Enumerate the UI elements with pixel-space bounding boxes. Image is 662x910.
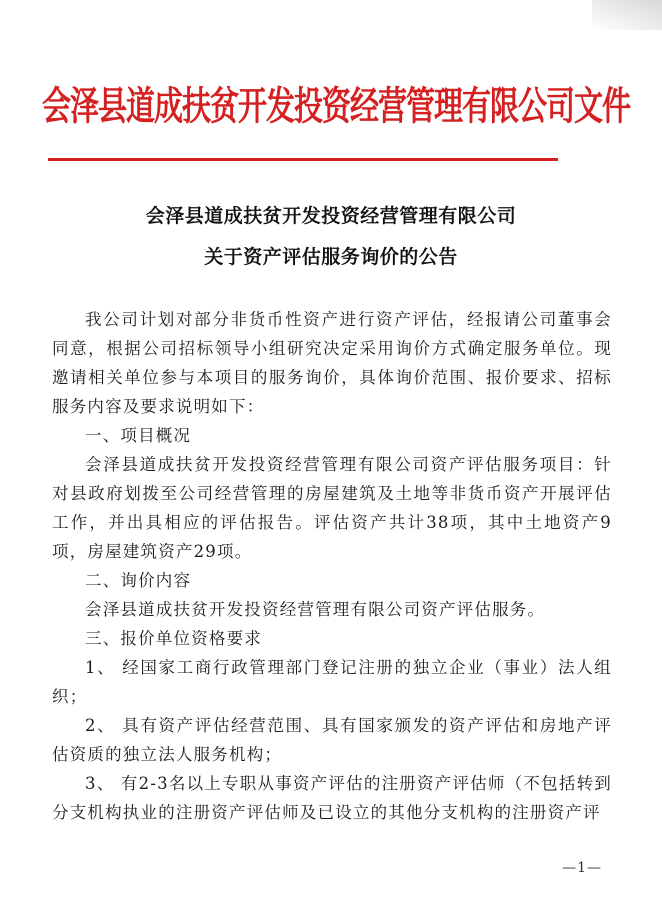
- document-title-line1: 会泽县道成扶贫开发投资经营管理有限公司: [145, 205, 517, 227]
- qualification-item-2: 2、 具有资产评估经营范围、具有国家颁发的资产评估和房地产评估资质的独立法人服务机构；: [52, 716, 612, 764]
- section-heading-project-overview: 一、项目概况: [85, 426, 192, 445]
- page-edge-shadow: [592, 0, 662, 30]
- masthead-red-rule: [48, 158, 558, 161]
- inquiry-content-paragraph: 会泽县道成扶贫开发投资经营管理有限公司资产评估服务。: [85, 600, 546, 619]
- section-heading-inquiry-content: 二、询价内容: [85, 571, 192, 590]
- document-masthead: 会泽县道成扶贫开发投资经营管理有限公司文件: [42, 83, 631, 129]
- section-heading-qualification: 三、报价单位资格要求: [85, 629, 262, 648]
- qualification-item-1: 1、 经国家工商行政管理部门登记注册的独立企业（事业）法人组织；: [52, 658, 612, 706]
- intro-paragraph: 我公司计划对部分非货币性资产进行资产评估，经报请公司董事会同意，根据公司招标领导小组研究决定采用询价方式确定服务单位。现邀请相关单位参与本项目的服务询价，具体询价范围、报价要求、招标服务内容及要求说明如下：: [52, 310, 612, 416]
- document-title-line2: 关于资产评估服务询价的公告: [204, 246, 458, 268]
- project-overview-paragraph: 会泽县道成扶贫开发投资经营管理有限公司资产评估服务项目：针对县政府划拨至公司经营管理的房屋建筑及土地等非货币资产开展评估工作，并出具相应的评估报告。评估资产共计38项，其中土地资产9项，房屋建筑资产29项。: [52, 455, 612, 561]
- page-number: —1—: [562, 860, 602, 876]
- qualification-item-3: 3、 有2-3名以上专职从事资产评估的注册资产评估师（不包括转到分支机构执业的注册资产评估师及已设立的其他分支机构的注册资产评: [52, 774, 612, 822]
- document-body: [52, 305, 612, 827]
